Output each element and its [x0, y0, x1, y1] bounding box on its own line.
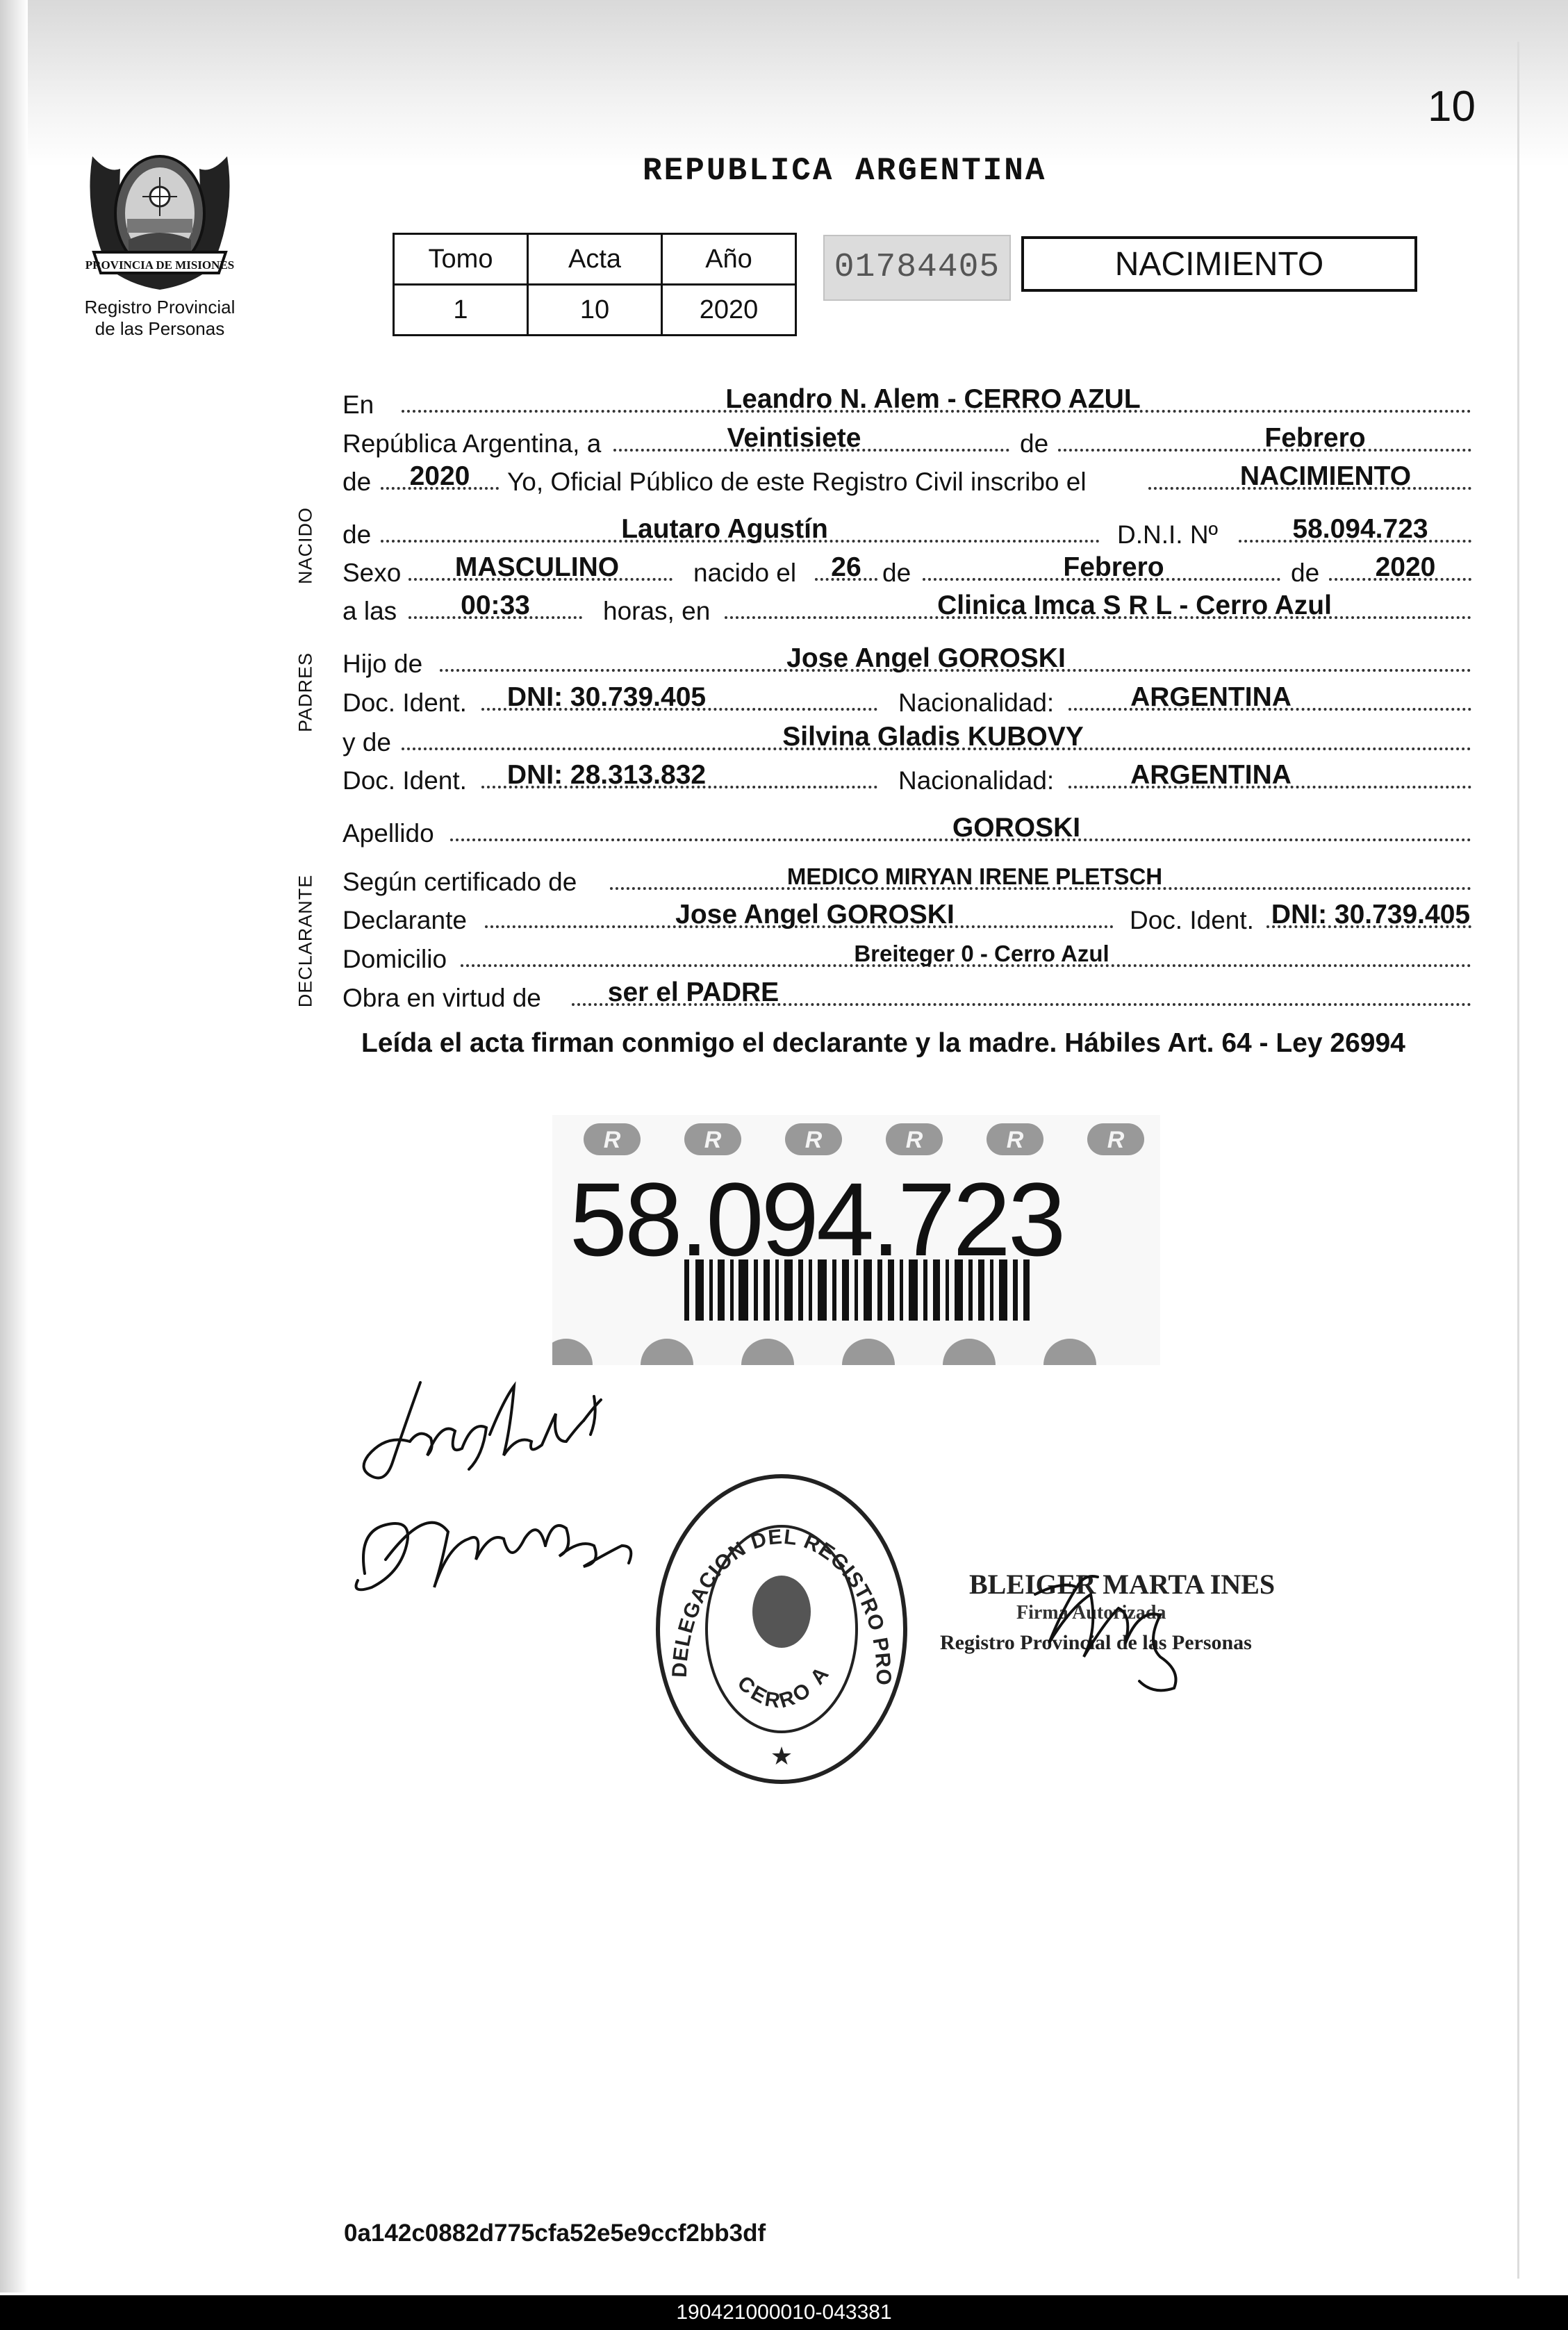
official-title: Firma Autorizada	[1016, 1602, 1166, 1623]
label-apellido: Apellido	[343, 819, 434, 848]
pattern-letter: R	[1107, 1127, 1125, 1153]
label-en: En	[343, 390, 374, 419]
seal-emblem-icon	[752, 1576, 811, 1648]
label-nacido-el: nacido el	[693, 559, 797, 587]
form-row-madre	[343, 722, 1482, 763]
form-row-declarante	[343, 900, 1482, 941]
registry-seal-stamp	[653, 1469, 910, 1785]
field-padre: Jose Angel GOROSKI	[786, 643, 1066, 673]
side-label-nacido: NACIDO	[295, 507, 316, 585]
label-domicilio: Domicilio	[343, 945, 447, 973]
pattern-letter: R	[704, 1127, 722, 1153]
label-doc-ident: Doc. Ident.	[343, 688, 467, 717]
label-a-las: a las	[343, 597, 397, 625]
label-doc-ident: Doc. Ident.	[343, 766, 467, 795]
serial-number: 01784405	[823, 235, 1011, 301]
field-padre-doc: DNI: 30.739.405	[506, 682, 707, 712]
form-row-padre	[343, 643, 1482, 685]
label-segun-certificado: Según certificado de	[343, 868, 577, 896]
form-row-domicilio	[343, 939, 1482, 980]
field-sexo: MASCULINO	[454, 552, 620, 582]
dni-barcode-label	[552, 1115, 1160, 1365]
record-table-header: Año	[662, 234, 796, 285]
label-y-de: y de	[343, 728, 391, 757]
country-title: REPUBLICA ARGENTINA	[643, 153, 1047, 189]
form-row-acto	[343, 461, 1482, 503]
footer-code: 190421000010-043381	[676, 2301, 892, 2324]
form-row-sexo	[343, 552, 1482, 594]
official-registry: Registro Provincial de las Personas	[940, 1631, 1252, 1654]
official-name: BLEIGER MARTA INES	[969, 1569, 1276, 1600]
record-table-value: 2020	[662, 285, 796, 336]
field-declarante-doc: DNI: 30.739.405	[1271, 900, 1471, 929]
label-nacionalidad: Nacionalidad:	[898, 766, 1055, 795]
field-mes-nacimiento: Febrero	[1063, 552, 1164, 582]
label-rep-arg: República Argentina, a	[343, 429, 602, 458]
form-row-padre-doc	[343, 682, 1482, 724]
form-row-lugar	[343, 384, 1482, 426]
form-row-hora	[343, 590, 1482, 632]
barcode-dni-number: 58.094.723	[569, 1161, 1064, 1278]
field-madre-doc: DNI: 28.313.832	[506, 760, 707, 790]
field-padre-nacionalidad: ARGENTINA	[1130, 682, 1291, 712]
logo-text: PROVINCIA DE MISIONES	[85, 258, 235, 272]
record-table-header-row	[394, 234, 796, 285]
label-hijo-de: Hijo de	[343, 650, 423, 678]
field-domicilio: Breiteger 0 - Cerro Azul	[854, 941, 1109, 966]
scan-left-shading	[0, 0, 28, 2292]
label-de: de	[1291, 559, 1320, 587]
pattern-letter: R	[905, 1127, 923, 1153]
field-nombre: Lautaro Agustín	[621, 514, 828, 544]
page-number: 10	[1428, 83, 1476, 131]
pattern-letter: R	[603, 1127, 621, 1153]
field-dia-nacimiento: 26	[831, 552, 861, 582]
document-hash: 0a142c0882d775cfa52e5e9ccf2bb3df	[344, 2220, 766, 2247]
form-row-nombre	[343, 514, 1482, 556]
declarant-mother-signatures	[344, 1379, 670, 1615]
record-table-value-row	[394, 285, 796, 336]
scan-edge-line	[1517, 42, 1519, 2279]
field-anio-nacimiento: 2020	[1375, 552, 1436, 582]
field-apellido: GOROSKI	[952, 813, 1081, 843]
seal-star-icon: ★	[770, 1742, 793, 1770]
field-anio-inscripcion: 2020	[409, 461, 470, 491]
side-label-declarante: DECLARANTE	[295, 874, 316, 1008]
field-dia-inscripcion: Veintisiete	[727, 423, 861, 453]
form-row-madre-doc	[343, 760, 1482, 802]
seal-top-text: DELEGACION DEL REGISTRO PRO	[668, 1525, 896, 1686]
record-type-box: NACIMIENTO	[1021, 236, 1417, 292]
side-label-padres: PADRES	[295, 652, 316, 733]
form-row-en-virtud	[343, 977, 1482, 1019]
official-signature-scribble	[1021, 1567, 1202, 1705]
field-certificado: MEDICO MIRYAN IRENE PLETSCH	[786, 864, 1163, 889]
field-mes-inscripcion: Febrero	[1264, 423, 1366, 453]
label-declarante: Declarante	[343, 906, 467, 934]
record-table	[393, 233, 797, 336]
form-row-fecha-inscripcion	[343, 423, 1482, 465]
field-lugar-nacimiento: Clinica Imca S R L - Cerro Azul	[937, 590, 1332, 620]
registry-caption	[59, 297, 261, 340]
label-doc-ident: Doc. Ident.	[1130, 906, 1254, 934]
label-nacionalidad: Nacionalidad:	[898, 688, 1055, 717]
field-madre-nacionalidad: ARGENTINA	[1130, 760, 1291, 790]
label-de: de	[343, 520, 372, 549]
label-de: de	[343, 468, 372, 496]
field-declarante: Jose Angel GOROSKI	[675, 900, 955, 929]
form-row-apellido	[343, 813, 1482, 854]
field-lugar: Leandro N. Alem - CERRO AZUL	[725, 384, 1141, 414]
label-horas-en: horas, en	[603, 597, 711, 625]
label-obra-en-virtud: Obra en virtud de	[343, 984, 541, 1012]
field-hora: 00:33	[461, 590, 530, 620]
record-table-header: Acta	[528, 234, 662, 285]
label-yo-oficial: Yo, Oficial Público de este Registro Civil inscribo el	[507, 468, 1087, 496]
field-dni: 58.094.723	[1292, 514, 1428, 544]
pattern-letter: R	[1006, 1127, 1024, 1153]
pattern-letter: R	[804, 1127, 823, 1153]
label-de: de	[1020, 429, 1049, 458]
form-row-certificado	[343, 861, 1482, 903]
record-table-value: 1	[394, 285, 528, 336]
misiones-coat-of-arms-logo	[80, 135, 240, 292]
record-table-value: 10	[528, 285, 662, 336]
label-sexo: Sexo	[343, 559, 402, 587]
seal-bottom-text: CERRO A	[732, 1660, 835, 1713]
registry-caption-line2: de las Personas	[94, 318, 225, 339]
label-de: de	[882, 559, 911, 587]
registry-caption-line1: Registro Provincial	[84, 297, 236, 317]
field-en-virtud: ser el PADRE	[607, 977, 779, 1007]
field-acto: NACIMIENTO	[1239, 461, 1412, 491]
label-dni-no: D.N.I. Nº	[1117, 520, 1219, 549]
field-madre: Silvina Gladis KUBOVY	[782, 722, 1084, 752]
closing-statement: Leída el acta firman conmigo el declarante y la madre. Hábiles Art. 64 - Ley 26994	[361, 1028, 1405, 1058]
record-table-header: Tomo	[394, 234, 528, 285]
